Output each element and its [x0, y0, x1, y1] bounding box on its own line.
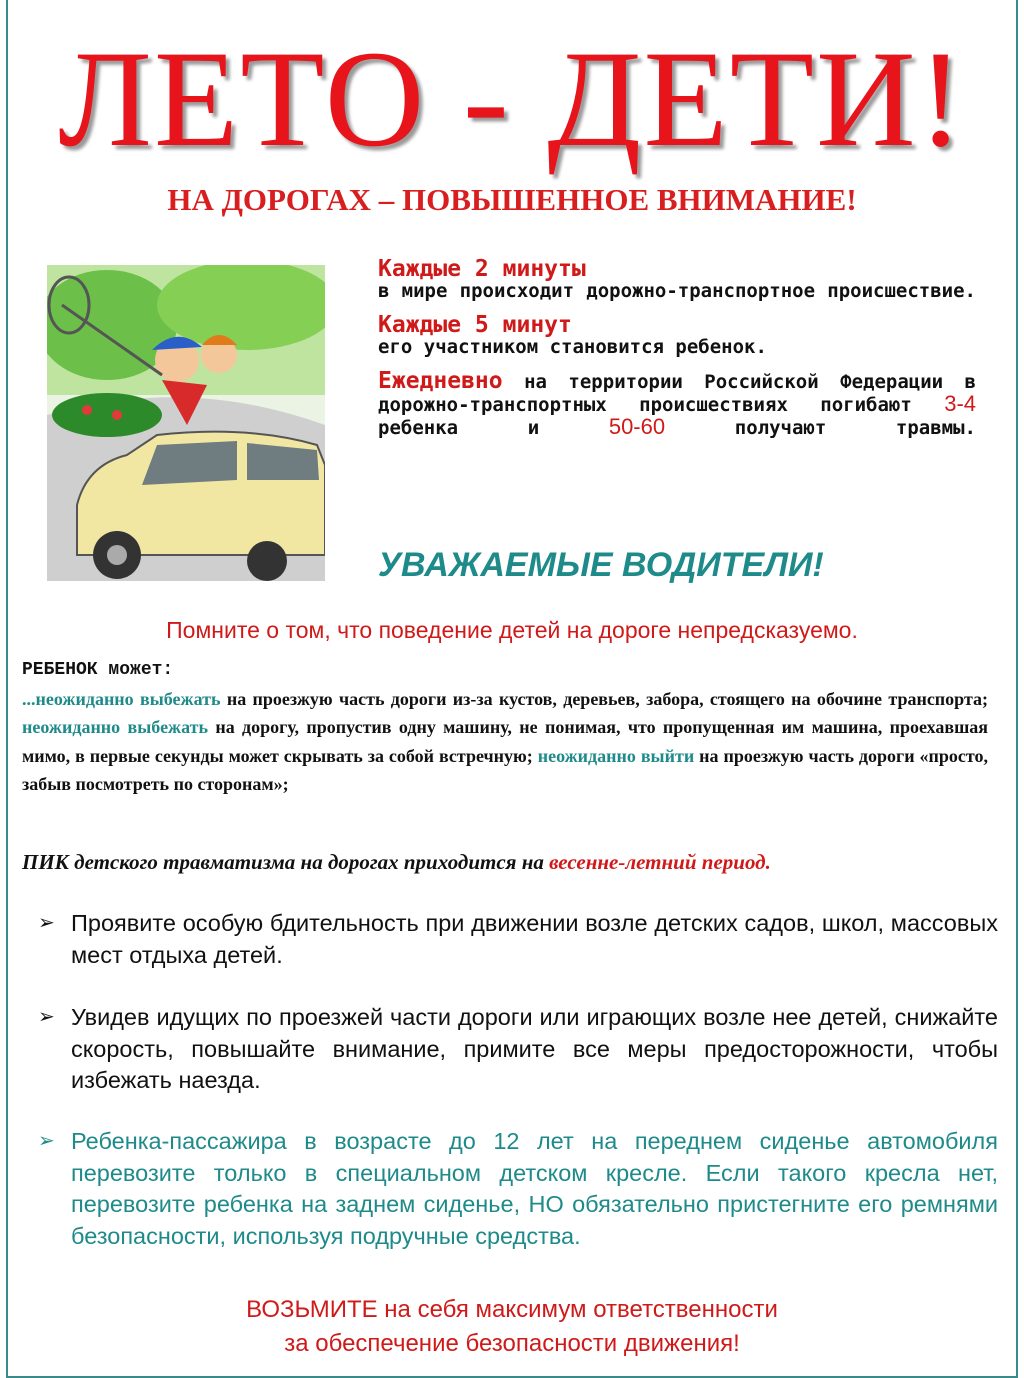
peak-text: ПИК детского травматизма на дорогах приходится на — [22, 850, 550, 874]
remind-text: Помните о том, что поведение детей на дороге непредсказуемо. — [166, 617, 858, 643]
fact-text: на территории Российской Федерации в дорожно-транспортных происшествиях погибают — [378, 371, 976, 416]
closing-appeal — [0, 1293, 1024, 1361]
child-behavior-paragraph — [22, 656, 988, 799]
closing-line: за обеспечение безопасности движения! — [284, 1330, 740, 1357]
child-heading: РЕБЕНОК может: — [22, 660, 174, 680]
drivers-heading: УВАЖАЕМЫЕ ВОДИТЕЛИ! — [378, 546, 824, 584]
fact-text: получают травмы. — [734, 417, 976, 439]
text: на дорогу, пропустив одну машину, не понимая, что пропущенная им машина, проехавшая мимо, в первые секунды может скрывать за собой встречную; — [22, 717, 988, 766]
highlight: ...неожиданно выбежать — [22, 688, 221, 709]
deaths-count: 3-4 — [944, 391, 976, 416]
injuries-count: 50-60 — [608, 414, 666, 439]
fact-daily — [378, 370, 976, 439]
bullet-text: Увидев идущих по проезжей части дороги или играющих возле нее детей, снижайте скорость, повышайте внимание, примите все меры предосторожности, чтобы избежать наезда. — [71, 1004, 998, 1093]
peak-highlight: весенне-летний период. — [549, 850, 771, 874]
fact-text: ребенка и — [378, 417, 540, 439]
closing-line: ВОЗЬМИТЕ на себя максимум ответственности — [246, 1296, 778, 1323]
text: на проезжую часть дороги из-за кустов, деревьев, забора, стоящего на обочине транспорта; — [220, 688, 989, 709]
bullet-item — [38, 1002, 998, 1097]
fact-text: в мире происходит дорожно-транспортное происшествие. — [378, 280, 976, 302]
arrow-bullet-icon: ➢ — [38, 912, 55, 934]
bullet-text: Ребенка-пассажира в возрасте до 12 лет на переднем сиденье автомобиля перевозите только в специальном детском кресле. Если такого кресла нет, перевозите ребенка на заднем сиденье, НО обязательно пристегните его ремнями безопасности, используя подручные средства. — [71, 1128, 998, 1249]
poster-title: ЛЕТО - ДЕТИ! — [58, 22, 966, 175]
arrow-bullet-icon: ➢ — [38, 1006, 55, 1028]
poster-subtitle: НА ДОРОГАХ – ПОВЫШЕННОЕ ВНИМАНИЕ! — [167, 182, 857, 217]
text: на проезжую часть дороги «просто, забыв посмотреть по сторонам»; — [22, 745, 988, 794]
bullet-item — [38, 1126, 998, 1252]
fact-text: его участником становится ребенок. — [378, 336, 767, 358]
highlight: неожиданно выбежать — [22, 717, 208, 737]
arrow-bullet-icon: ➢ — [38, 1130, 55, 1152]
bullet-item — [38, 908, 998, 971]
highlight: неожиданно выйти — [537, 745, 695, 766]
statistics-block — [378, 258, 976, 439]
fact-heading: Ежедневно — [378, 368, 503, 394]
bullet-text: Проявите особую бдительность при движении возле детских садов, школ, массовых мест отдыха детей. — [71, 910, 998, 968]
children-car-illustration — [47, 265, 325, 581]
fact-heading: Каждые 5 минут — [378, 312, 572, 338]
peak-note — [22, 850, 771, 875]
fact-heading: Каждые 2 минуты — [378, 256, 586, 282]
